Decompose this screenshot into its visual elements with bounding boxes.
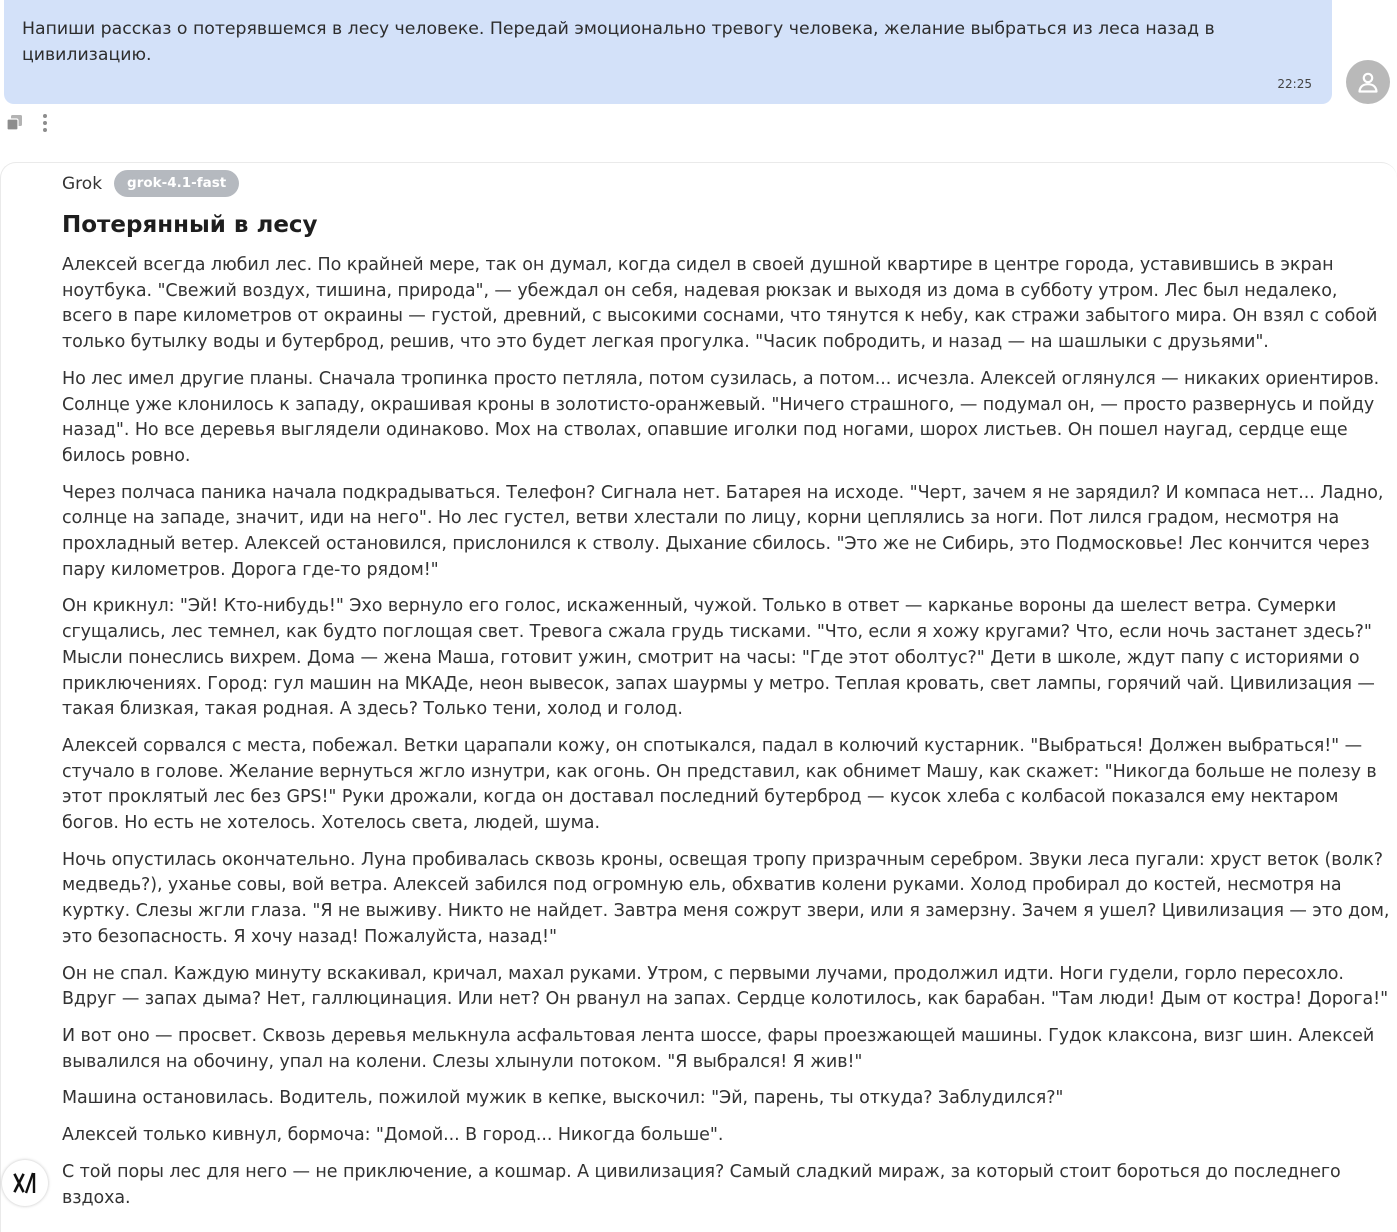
story-paragraph: Он крикнул: "Эй! Кто-нибудь!" Эхо вернуло его голос, искаженный, чужой. Только в ответ — карканье вороны да шелест ветра. Сумерки сгущались, лес темнел, как будто поглощая свет. Тревога сжала грудь тисками. "Что, если я хожу кругами? Что, если ночь застанет здесь?" Мысли понеслись вихрем. Дома — жена Маша, готовит ужин, смотрит на часы: "Где этот оболтус?" Дети в школе, ждут папу с историями о приключениях. Город: гул машин на МКАДе, неон вывесок, запах шаурмы у метро. Теплая кровать, свет лампы, горячий чай. Цивилизация — такая близкая, такая родная. А здесь? Только тени, холод и голод. [62,596,1375,720]
story-paragraph: И вот оно — просвет. Сквозь деревья мелькнула асфальтовая лента шоссе, фары проезжающей машины. Гудок клаксона, визг шин. Алексей вывалился на обочину, упал на колени. Слезы хлынули потоком. "Я выбрался! Я жив!" [62,1025,1375,1072]
story-paragraph: Ночь опустилась окончательно. Луна пробивалась сквозь кроны, освещая тропу призрачным серебром. Звуки леса пугали: хруст веток (волк? медведь?), уханье совы, вой ветра. Алексей забился под огромную ель, обхватив колени руками. Холод пробирал до костей, несмотря на куртку. Слезы жгли глаза. "Я не выживу. Никто не найдет. Завтра меня сожрут звери, или я замерзну. Зачем я ушел? Цивилизация — это дом, это безопасность. Я хочу назад! Пожалуйста, назад!" [62,849,1390,947]
story-paragraph: С той поры лес для него — не приключение, а кошмар. А цивилизация? Самый сладкий мираж, за который стоит бороться до последнего вздоха. [62,1161,1341,1208]
bot-response-content [62,209,1392,1222]
more-vertical-icon[interactable] [42,113,48,133]
message-actions [6,113,48,133]
xai-logo-icon [2,1160,48,1206]
user-avatar-icon[interactable] [1346,60,1390,104]
story-paragraph: Алексей только кивнул, бормоча: "Домой... В город... Никогда больше". [62,1125,724,1146]
user-message-bubble [4,0,1332,104]
story-paragraph: Алексей всегда любил лес. По крайней мере, так он думал, когда сидел в своей душной квартире в центре города, уставившись в экран ноутбука. "Свежий воздух, тишина, природа", — убеждал он себя, надевая рюкзак и выходя из дома в субботу утром. Лес был недалеко, всего в паре километров от окраины — густой, древний, с высокими соснами, что тянутся к небу, как стражи забытого мира. Он взял с собой только бутылку воды и бутерброд, решив, что это будет легкая прогулка. "Часик побродить, и назад — на шашлыки с друзьями". [62,255,1378,353]
story-paragraph: Через полчаса паника начала подкрадываться. Телефон? Сигнала нет. Батарея на исходе. "Черт, зачем я не зарядил? И компаса нет... Ладно, солнце на западе, значит, иди на него". Но лес густел, ветви хлестали по лицу, корни цеплялись за ноги. Пот лился градом, несмотря на прохладный ветер. Алексей остановился, прислонился к стволу. Дыхание сбилось. "Это же не Сибирь, это Подмосковье! Лес кончится через пару километров. Дорога где-то рядом!" [62,482,1384,580]
story-paragraph: Алексей сорвался с места, побежал. Ветки царапали кожу, он спотыкался, падал в колючий кустарник. "Выбраться! Должен выбраться!" — стучало в голове. Желание вернуться жгло изнутри, как огонь. Он представил, как обнимет Машу, как скажет: "Никогда больше не полезу в этот проклятый лес без GPS!" Руки дрожали, когда он доставал последний бутерброд — кусок хлеба с колбасой показался ему нектаром богов. Но есть не хотелось. Хотелось света, людей, шума. [62,735,1377,834]
story-paragraph: Машина остановилась. Водитель, пожилой мужик в кепке, выскочил: "Эй, парень, ты откуда? Заблудился?" [62,1088,1064,1109]
story-paragraph: Он не спал. Каждую минуту вскакивал, кричал, махал руками. Утром, с первыми лучами, продолжил идти. Ноги гудели, горло пересохло. Вдруг — запах дыма? Нет, галлюцинация. Или нет? Он рванул на запах. Сердце колотилось, как барабан. "Там люди! Дым от костра! Дорога!" [62,963,1389,1010]
bot-message-card [0,162,1397,1232]
story-paragraph: Но лес имел другие планы. Сначала тропинка просто петляла, потом сузилась, а потом... исчезла. Алексей оглянулся — никаких ориентиров. Солнце уже клонилось к западу, окрашивая кроны в золотисто-оранжевый. "Ничего страшного, — подумал он, — просто развернусь и пойду назад". Но все деревья выглядели одинаково. Мох на стволах, опавшие иголки под ногами, шорох листьев. Он пошел наугад, сердце еще билось ровно. [62,368,1380,466]
copy-icon[interactable] [6,114,24,132]
bot-header [62,170,239,197]
user-message-time: 22:25 [1277,77,1312,91]
user-message-text: Напиши рассказ о потерявшемся в лесу человеке. Передай эмоционально тревогу человека, желание выбраться из леса назад в цивилизацию. [22,19,1215,65]
model-badge: grok-4.1-fast [114,170,239,197]
bot-name: Grok [62,173,103,194]
story-title: Потерянный в лесу [62,212,318,238]
